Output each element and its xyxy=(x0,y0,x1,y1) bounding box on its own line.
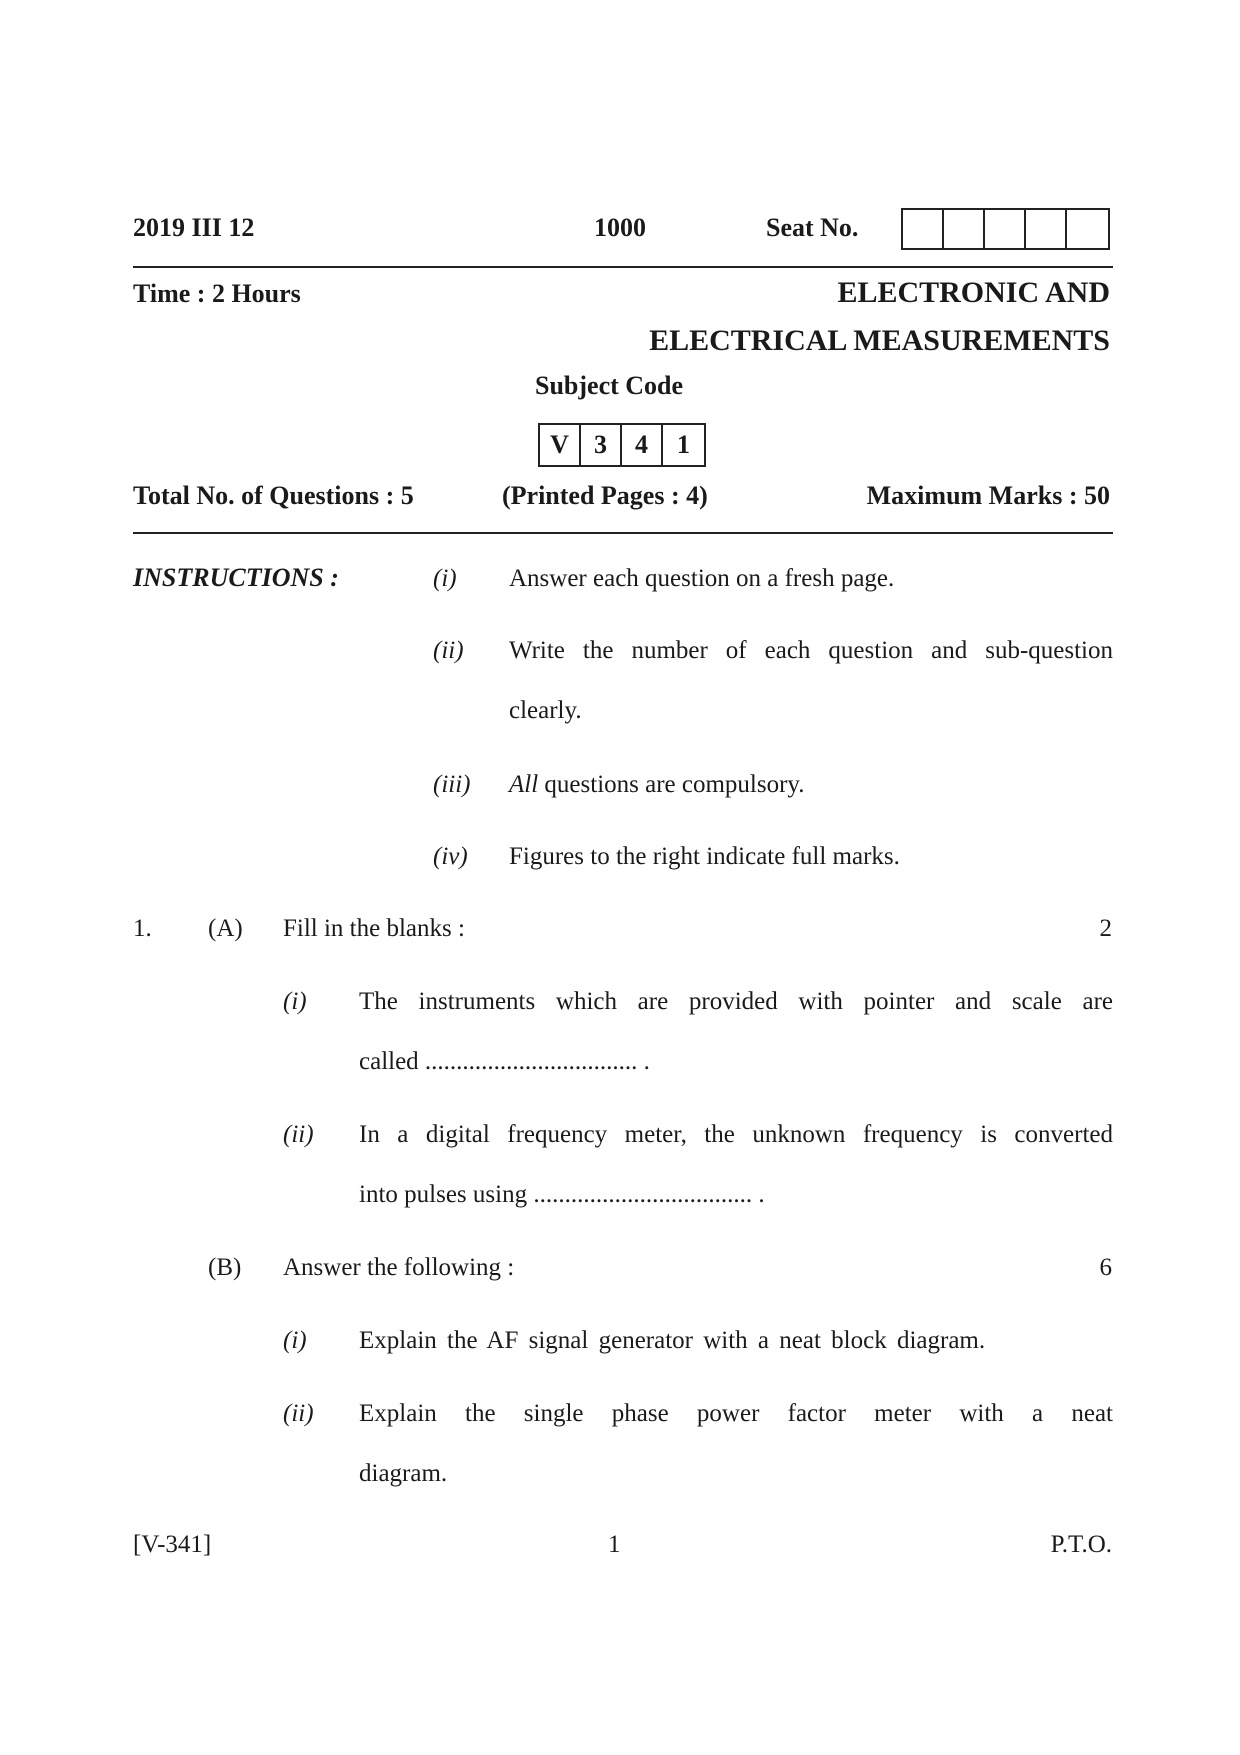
part-b-label: (B) xyxy=(208,1254,242,1281)
instruction-text: Write the number of each question and sub-question xyxy=(509,637,1113,664)
instruction-text: Answer each question on a fresh page. xyxy=(509,565,895,592)
instruction-text: Figures to the right indicate full marks. xyxy=(509,843,900,870)
footer-paper-code: [V-341] xyxy=(133,1531,212,1558)
subject-code-char: V xyxy=(540,425,581,465)
header-rule-top xyxy=(133,266,1113,268)
part-a-label: (A) xyxy=(208,915,243,942)
sub-question-text: Explain the single phase power factor meter with a neat xyxy=(359,1400,1113,1427)
instruction-number: (ii) xyxy=(433,637,464,664)
seat-label: Seat No. xyxy=(766,213,859,242)
part-a-title: Fill in the blanks : xyxy=(283,915,465,942)
sub-question-text-cont: called .................................. . xyxy=(359,1048,650,1075)
seat-box[interactable] xyxy=(1026,210,1067,248)
instruction-text xyxy=(509,771,805,799)
maximum-marks: Maximum Marks : 50 xyxy=(866,481,1110,510)
seat-number-boxes[interactable] xyxy=(901,208,1110,250)
sub-question-number: (i) xyxy=(283,988,307,1015)
total-questions: Total No. of Questions : 5 xyxy=(133,481,414,510)
subject-code-char: 3 xyxy=(581,425,622,465)
instruction-text-cont: clearly. xyxy=(509,697,582,724)
seat-box[interactable] xyxy=(1067,210,1108,248)
sub-question-text: The instruments which are provided with pointer and scale are xyxy=(359,988,1113,1015)
instruction-emphasis: All xyxy=(509,771,539,798)
sub-question-text: In a digital frequency meter, the unknown frequency is converted xyxy=(359,1121,1113,1148)
instruction-number: (i) xyxy=(433,565,457,592)
footer-page-number: 1 xyxy=(608,1531,621,1558)
part-a-marks: 2 xyxy=(1099,915,1112,942)
sub-question-text: Explain the AF signal generator with a neat block diagram. xyxy=(359,1327,986,1354)
instruction-number: (iii) xyxy=(433,771,471,798)
sub-question-text-cont: into pulses using ................................... . xyxy=(359,1181,765,1208)
exam-code: 2019 III 12 xyxy=(133,213,255,242)
part-b-title: Answer the following : xyxy=(283,1254,515,1281)
time-allowed: Time : 2 Hours xyxy=(133,279,301,308)
header-rule-bottom xyxy=(133,532,1113,534)
subject-code-char: 4 xyxy=(622,425,663,465)
instruction-text-rest: questions are compulsory. xyxy=(538,771,805,798)
sub-question-number: (i) xyxy=(283,1327,307,1354)
seat-box[interactable] xyxy=(903,210,944,248)
subject-code-boxes xyxy=(538,423,706,467)
exam-count: 1000 xyxy=(594,213,646,242)
instruction-number: (iv) xyxy=(433,843,468,870)
question-number: 1. xyxy=(133,915,152,942)
seat-box[interactable] xyxy=(985,210,1026,248)
subject-title-line1: ELECTRONIC AND xyxy=(837,276,1110,309)
sub-question-number: (ii) xyxy=(283,1121,314,1148)
sub-question-number: (ii) xyxy=(283,1400,314,1427)
subject-code-char: 1 xyxy=(677,430,690,459)
part-b-marks: 6 xyxy=(1099,1254,1112,1281)
seat-box[interactable] xyxy=(944,210,985,248)
instructions-label: INSTRUCTIONS : xyxy=(133,563,339,592)
subject-code-label: Subject Code xyxy=(535,371,684,400)
subject-title-line2: ELECTRICAL MEASUREMENTS xyxy=(649,324,1110,357)
sub-question-text-cont: diagram. xyxy=(359,1460,448,1487)
printed-pages: (Printed Pages : 4) xyxy=(502,481,708,510)
footer-pto: P.T.O. xyxy=(1050,1531,1112,1558)
